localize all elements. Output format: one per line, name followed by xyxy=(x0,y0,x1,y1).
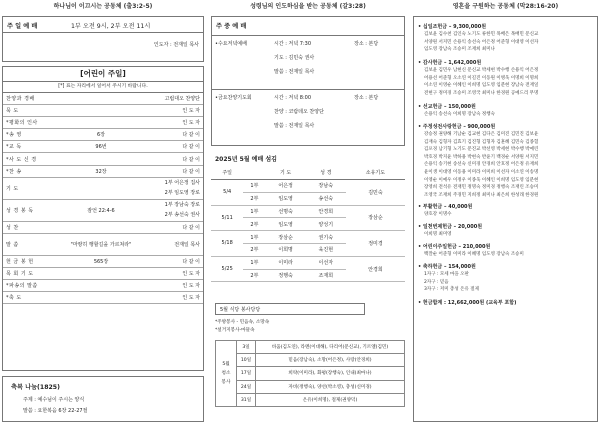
column-right xyxy=(413,0,598,306)
table-row: 5월 청소 봉사 3일 바움(김도연), 라멘(이대해), 다리어(문신교), 기르엘(김민) xyxy=(216,341,405,354)
worship-title: [어린이 주일] xyxy=(3,67,203,82)
wednesday-service: •수요저녁예배 시간 : 저녁 7:30 장소 : 본당 기도 : 김민숙 권사 말씀 : 전재일 목사 xyxy=(212,35,404,86)
fellowship-topic: 주제 : 예수님이 주시는 양식 xyxy=(23,397,85,403)
table-row: 31일 온유(이희명), 절제(권양덕) xyxy=(216,393,405,406)
worship-row: *사 도 신 경 다 같 이 xyxy=(3,153,203,165)
table-row: 5/25 1부 이미라 이선자 안경희 xyxy=(211,256,405,269)
table-row: 2부 이희명 육진현 xyxy=(211,243,405,256)
schedule-table: 주일 기 도 성 경 소유기도 5/4 1부 어은정 장남숙 김민숙 2부 임도영 송선숙 5/11 1부 선명숙 안경희 장삼순 2부 임도영 양성기 5/18 1부 장삼순 권기숙 정미경 2부 이희명 육진현 5/25 1부 이미라 이선자 안경희 2부 정행숙 조재희 xyxy=(211,166,405,282)
table-row: 2부 정행숙 조재희 xyxy=(211,269,405,282)
offering-mission: • 선교헌금 – 150,000원 손용익 송선숙 이희명 장남숙 정행숙 xyxy=(418,104,495,117)
worship-row: 목 회 기 도 인 도 자 xyxy=(3,267,203,279)
column-header-1: 하나님이 이끄시는 공동체 (출3:2-5) xyxy=(53,3,153,10)
meal-duty-label: 5월 식당 봉사당당 xyxy=(215,303,365,315)
worship-row: *송 영 6장 다 같 이 xyxy=(3,129,203,141)
table-row: 2부 임도영 양성기 xyxy=(211,218,405,231)
worship-note: [*] 표는 자리에서 일어서 주시기 바랍니다. xyxy=(3,82,203,93)
worship-row: *파송의 말씀 인 도 자 xyxy=(3,279,203,291)
worship-row: *교 독 96번 다 같 이 xyxy=(3,141,203,153)
table-row: 5/4 1부 어은정 장남숙 김민숙 xyxy=(211,180,405,193)
fellowship-box xyxy=(2,376,204,422)
worship-row: 묵 도 인 도 자 xyxy=(3,105,203,117)
worship-row-sermon: 말 씀 "마땅히 행할길을 가르쳐라" 전재일 목사 xyxy=(3,233,203,255)
table-row: 2부 임도영 송선숙 xyxy=(211,192,405,205)
worship-row-scripture: 성 경 봉 독 잠언 22:4-6 1부 장남숙 장로 2부 송선숙 권사 xyxy=(3,199,203,221)
worship-order-box xyxy=(2,66,204,371)
worship-row: *축 도 인 도 자 xyxy=(3,292,203,304)
cleaning-duty-table xyxy=(215,340,405,407)
table-row: 17일 희락(이미라), 화평(장행숙), 인내(최마나) xyxy=(216,367,405,380)
table-row: 24일 자비(정행숙), 양선(박소영), 충성(신미경) xyxy=(216,380,405,393)
table-row: 10일 믿음(장남숙), 소망(어은정), 사랑(안경희) xyxy=(216,354,405,367)
worship-row: *평화의 인사 인 도 자 xyxy=(3,117,203,129)
offering-easter: • 부활헌금 – 40,000원 양호강 이명수 xyxy=(418,204,473,217)
service-times: 1부 오전 9시, 2부 오전 11시 xyxy=(71,23,151,30)
column-header-2: 성령님의 인도하심을 받는 공동체 (갈3:28) xyxy=(250,3,366,10)
kitchen-duty-notes: *주방봉사 - 민음속, 소망속 *설거지봉사-마뜰속 xyxy=(215,320,270,333)
offering-thanks: • 감사헌금 – 1,642,000원 김보윤 김민우 남현신 문신교 박세현 박수행 손용익 어은정 어용선 어준형 오소연 이길진 이동원 이병욱 이명희 이명희 이소연 이영순 이혜인 이희명 임도영 임분현 장남숙 전재일 전현구 정미경 조승미 조영국 최미나 한경원 공예드리 무명 xyxy=(418,60,539,96)
duty-month-label: 5월 청소 봉사 xyxy=(216,341,237,407)
service-preacher: 인도자 : 전재일 목사 xyxy=(153,42,199,48)
column-header-3: 영혼을 구원하는 공동체 (막28:16-20) xyxy=(452,3,559,10)
worship-row-prayer: 기 도 1부 어은정 집사 2부 임도영 장로 xyxy=(3,177,203,199)
worship-order-table xyxy=(3,93,203,304)
service-title: 주 일 예 배 xyxy=(7,23,38,30)
table-row: 5/18 1부 장삼순 권기숙 정미경 xyxy=(211,231,405,244)
table-row: 5/11 1부 선명숙 안경희 장삼순 xyxy=(211,205,405,218)
offering-celebration: • 축하헌금 – 154,000원 1자구 : 모세 마을 오판 2자구 : 믿음 3자구 : 저미 총성 온유 절제 xyxy=(418,264,480,293)
column-left xyxy=(2,0,204,414)
offerings-box xyxy=(413,16,598,422)
column-middle xyxy=(211,0,405,403)
friday-service: •금요찬양기도회 시간 : 저녁 8:00 장소 : 본당 찬양 : 코람데오 찬양단 말씀 : 전재일 목사 xyxy=(212,89,404,140)
offering-building: • 주정성전사랑헌금 – 900,000원 강승정 권양해 기남순 김교현 김다은 김미진 김민진 김보윤 김재숙 김형자 김효기 김진형 김형자 김훈혜 김민숙 김종혈 김포경 남기형 노기도 문진교 박선영 박세현 박수행 박예린 박호경 박지윤 박하용 박현숙 반윤기 백경순 서양원 서지민 손용익 송기현 송선숙 신미경 안경희 안호정 어은정 유재희 윤이생 이대영 이동용 이미라 이미희 이선자 이소연 이송명 이영순 이예우 이정우 이종욱 이혜인 이희명 임도영 임분현 장영희 전석유 전재민 정명숙 정미경 정행숙 조재린 조승미 조영국 조재희 주경민 지희정 최미나 최은희 한성래 한경원 xyxy=(418,124,539,198)
schedule-section xyxy=(211,154,405,282)
midweek-service-box xyxy=(211,16,405,146)
schedule-title: 2025년 5월 예배 섬김 xyxy=(215,156,277,163)
worship-row: 헌 금 봉 헌 565장 다 같 이 xyxy=(3,255,203,267)
worship-row: 찬양과 경배 고립대오 찬양단 xyxy=(3,93,203,105)
worship-row: *찬 송 32장 다 같 이 xyxy=(3,165,203,177)
offering-thousand: • 일천번제헌금 – 20,000원 이희명 최미영 xyxy=(418,224,483,237)
worship-row: 성 찬 다 같 이 xyxy=(3,221,203,233)
offering-childrens-day: • 어린이주일헌금 – 210,000원 백깔순 어준형 이미라 이혜명 임도영 장남숙 조승미 xyxy=(418,244,524,257)
fellowship-title: 축복 나눔(1825) xyxy=(11,384,60,391)
sunday-service-box xyxy=(2,16,204,62)
offering-total: • 헌금합계 : 12,662,000원 (교육부 포함) xyxy=(418,300,517,306)
fellowship-scripture: 말씀 : 요한복음 6장 22-27절 xyxy=(23,408,88,414)
offering-tithe: • 십일조헌금 – 9,300,000원 김보윤 김수천 김인숙 노기도 류한민 목배은 목배민 문신교 서양원 서지민 손용익 송선숙 어은정 어준형 이대영 이선자 임도영 장남숙 조승미 조재희 최미나 xyxy=(418,24,539,53)
midweek-title: 주 중 예 배 xyxy=(216,23,247,30)
